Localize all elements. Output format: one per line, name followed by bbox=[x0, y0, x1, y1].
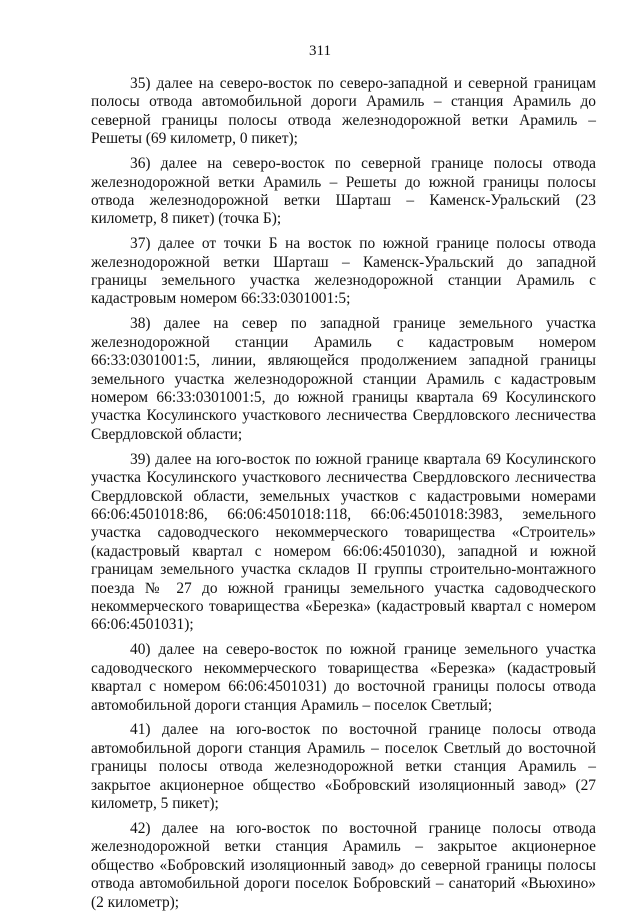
paragraph-39: 39) далее на юго-восток по южной границе квартала 69 Косулинского участка Косулинского участкового лесничества Свердловского лесничества Свердловской области, земельных участков с кадастровыми номерами 66:06:4501018:86, 66:06:4501018:118, 66:06:4501018:3983, земельного участка садоводческого некоммерческого товарищества «Строитель» (кадастровый квартал с номером 66:06:4501030), западной и южной границам земельного участка складов II группы строительно-монтажного поезда № 27 до южной границы земельного участка садоводческого некоммерческого товарищества «Березка» (кадастровый квартал с номером 66:06:4501031); bbox=[91, 450, 596, 634]
document-body bbox=[91, 75, 596, 918]
paragraph-37: 37) далее от точки Б на восток по южной границе полосы отвода железнодорожной ветки Шарташ – Каменск-Уральский до западной границы земельного участка железнодорожной станции Арамиль с кадастровым номером 66:33:0301001:5; bbox=[91, 235, 596, 308]
paragraph-38: 38) далее на север по западной границе земельного участка железнодорожной станции Арамиль с кадастровым номером 66:33:0301001:5, линии, являющейся продолжением западной границы земельного участка железнодорожной станции Арамиль с кадастровым номером 66:33:0301001:5, до южной границы квартала 69 Косулинского участка Косулинского участкового лесничества Свердловского лесничества Свердловской области; bbox=[91, 315, 596, 443]
paragraph-40: 40) далее на северо-восток по южной границе земельного участка садоводческого некоммерческого товарищества «Березка» (кадастровый квартал с номером 66:06:4501031) до восточной границы полосы отвода автомобильной дороги станция Арамиль – поселок Светлый; bbox=[91, 641, 596, 714]
paragraph-42: 42) далее на юго-восток по восточной границе полосы отвода железнодорожной ветки станция Арамиль – закрытое акционерное общество «Бобровский изоляционный завод» до северной границы полосы отвода автомобильной дороги поселок Бобровский – санаторий «Вьюхино» (2 километр); bbox=[91, 819, 596, 911]
paragraph-41: 41) далее на юго-восток по восточной границе полосы отвода автомобильной дороги станция Арамиль – поселок Светлый до восточной границы полосы отвода железнодорожной ветки станция Арамиль – закрытое акционерное общество «Бобровский изоляционный завод» (27 километр, 5 пикет); bbox=[91, 721, 596, 813]
page-number: 311 bbox=[309, 43, 331, 59]
paragraph-36: 36) далее на северо-восток по северной границе полосы отвода железнодорожной ветки Арамиль – Решеты до южной границы полосы отвода железнодорожной ветки Шарташ – Каменск-Уральский (23 километр, 8 пикет) (точка Б); bbox=[91, 155, 596, 228]
paragraph-35: 35) далее на северо-восток по северо-западной и северной границам полосы отвода автомобильной дороги Арамиль – станция Арамиль до северной границы полосы отвода железнодорожной ветки Арамиль – Решеты (69 километр, 0 пикет); bbox=[91, 75, 596, 148]
